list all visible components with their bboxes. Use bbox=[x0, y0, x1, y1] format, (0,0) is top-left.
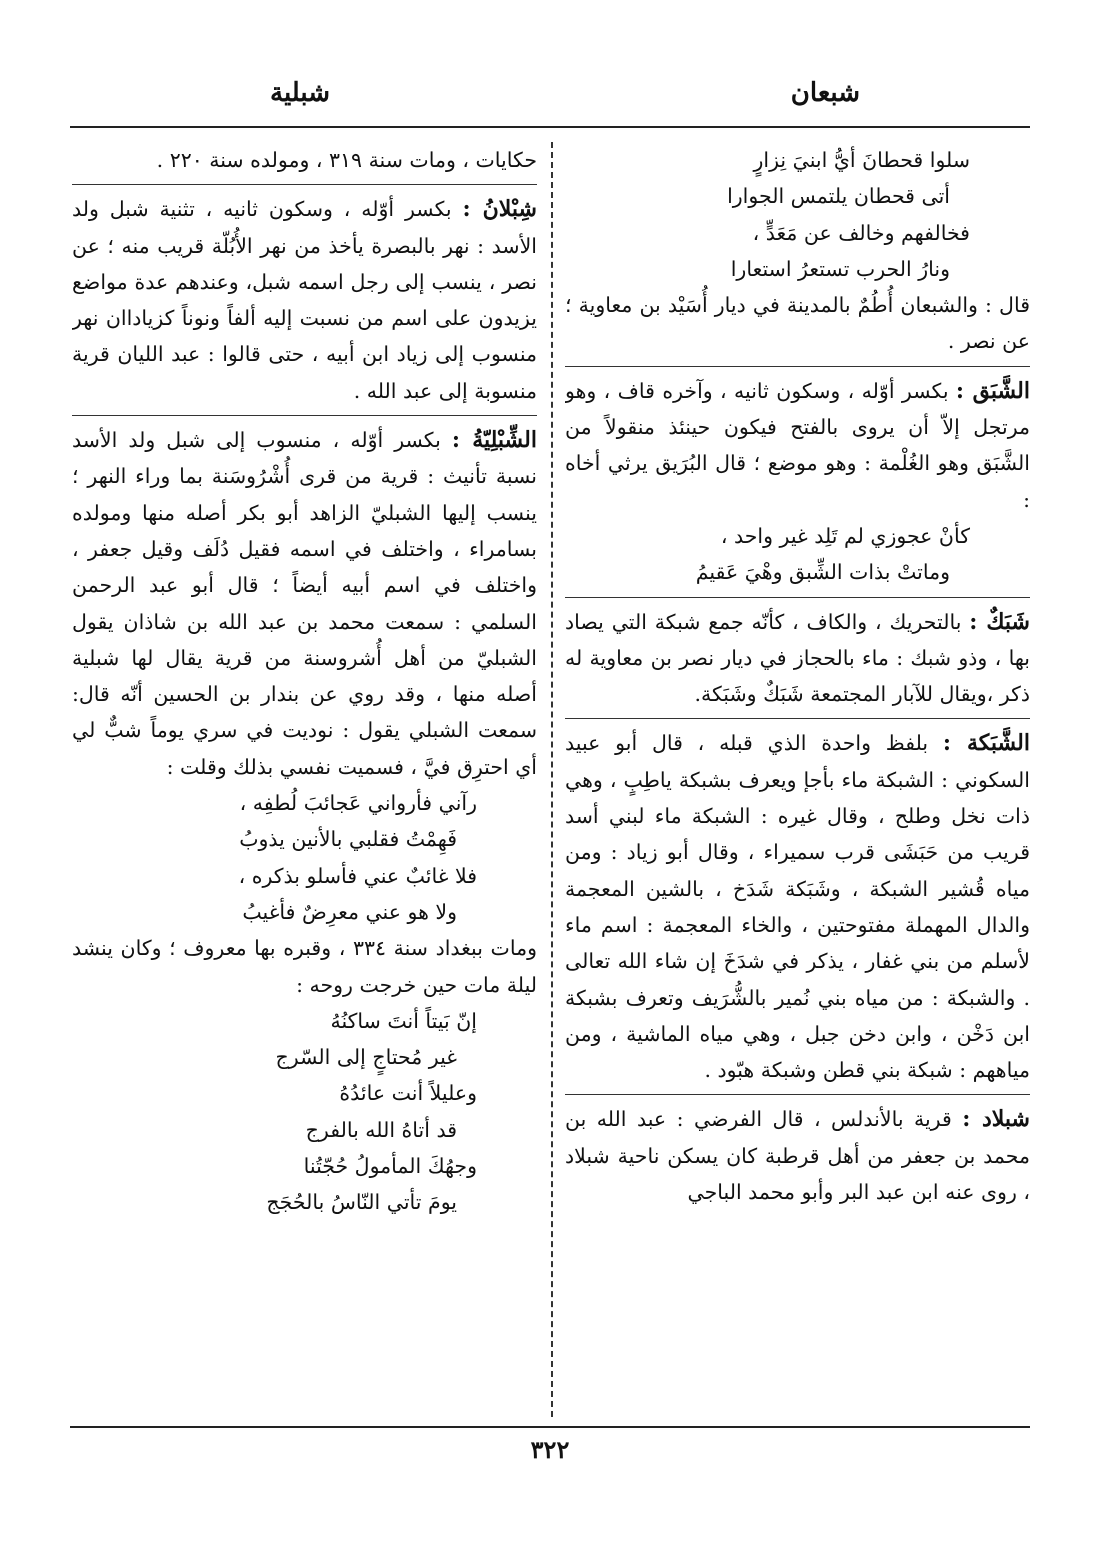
column-divider bbox=[551, 142, 553, 1417]
verse: فخالفهم وخالف عن مَعَدٍّ ، bbox=[752, 220, 970, 245]
entry-shiblad bbox=[565, 1094, 1030, 1210]
entry-shabaq bbox=[565, 366, 1030, 518]
poem-qahtan bbox=[565, 142, 1030, 287]
top-rule bbox=[70, 126, 1030, 128]
poem-death bbox=[72, 1003, 537, 1221]
verse: وعليلاً أنت عائدُهُ bbox=[339, 1081, 477, 1106]
verse: كأنْ عجوزي لم تَلِد غير واحد ، bbox=[720, 523, 970, 548]
entry-text: بكسر أوّله ، وسكون ثانيه ، وآخره قاف ، وهو مرتجل إلاّ أن يروى بالفتح فيكون حينئذ منقولاً من الشَّبَق وهو الغُلْمة : وهو موضع ؛ قال البُرَيق يرثي أخاه : bbox=[565, 378, 1030, 512]
left-running-head: شبلية bbox=[270, 78, 331, 108]
verse: سلوا قحطانَ أيُّ ابنيَ نِزارٍ bbox=[753, 148, 970, 172]
entry-shabaka bbox=[565, 718, 1030, 1088]
verse: يومَ تأتي النّاسُ بالحُجَج bbox=[266, 1190, 457, 1215]
entry-text: بكسر أوّله ، منسوب إلى شبل ولد الأسد نسبة تأنيث : قرية من قرى أُشْرُوسَنة بما وراء النهر ؛ ينسب إليها الشبليّ الزاهد أبو بكر أصله منها ومولده بسامراء ، واختلف في اسمه فقيل دُلَف وقيل جعفر ، واختلف في اسم أبيه أيضاً ؛ قال أبو عبد الرحمن السلمي : سمعت محمد بن عبد الله بن شاذان يقول الشبليّ من أهل أُشروسنة من قرية يقال لها شبلية أصله منها ، وقد روي عن بندار بن الحسين أنّه قال: سمعت الشبلي يقول : نوديت في سري يوماً شبٌّ لي أي احترِق فيَّ ، فسميت نفسي بذلك وقلت : bbox=[72, 428, 537, 779]
verse: قد أتاهُ الله بالفرج bbox=[305, 1117, 457, 1142]
verse: إنّ بَيتاً أنتَ ساكنُهُ bbox=[330, 1008, 477, 1033]
poem-buraiq bbox=[565, 518, 1030, 591]
verse: فَهِمْتُ فقلبي بالأنين يذوبُ bbox=[239, 827, 457, 852]
verse: ونارُ الحرب تستعرُ استعارا bbox=[730, 256, 950, 281]
entry-shabak bbox=[565, 597, 1030, 713]
entry-text: بالتحريك ، والكاف ، كأنّه جمع شبكة التي يصاد بها ، وذو شبك : ماء بالحجاز في ديار نصر بن معاوية له ذكر ،ويقال للآبار المجتمعة شَبَكٌ وشَبَكة. bbox=[565, 609, 1030, 707]
headword: شِبْلانُ : bbox=[462, 196, 537, 223]
headword: الشَّبَكة : bbox=[942, 730, 1030, 757]
entry-shiblan bbox=[72, 184, 537, 409]
left-column bbox=[72, 142, 537, 1417]
headword: شَبَكٌ : bbox=[969, 608, 1030, 635]
right-column bbox=[565, 142, 1030, 1417]
headword: شبلاد : bbox=[962, 1106, 1030, 1133]
paragraph: ومات ببغداد سنة ٣٣٤ ، وقبره بها معروف ؛ وكان ينشد ليلة مات حين خرجت روحه : bbox=[72, 936, 537, 997]
verse: فلا غائبٌ عني فأسلو بذكره ، bbox=[238, 863, 477, 888]
entry-text: قرية بالأندلس ، قال الفرضي : عبد الله بن محمد بن جعفر من أهل قرطبة كان يسكن ناحية شبلاد ، روى عنه ابن عبد البر وأبو محمد الباجي bbox=[565, 1107, 1030, 1205]
paragraph: قال : والشبعان أُطُمٌ بالمدينة في ديار أُسَيْد بن معاوية ؛ عن نصر . bbox=[565, 293, 1030, 354]
verse: ولا هو عني معرِضٌ فأغيبُ bbox=[242, 899, 457, 924]
headword: الشَّبَق : bbox=[955, 377, 1030, 404]
bottom-rule bbox=[70, 1426, 1030, 1428]
entry-text: بكسر أوّله ، وسكون ثانيه ، تثنية شبل ولد الأسد : نهر بالبصرة يأخذ من نهر الأُبُلّة قريب منه ؛ عن نصر ، ينسب إلى رجل اسمه شبل، وعندهم عدة مواضع يزيدون على اسم من نسبت إليه ألفاً ونوناً كزياداان نهر منسوب إلى زياد ابن أبيه ، حتى قالوا : عبد الليان قرية منسوبة إلى عبد الله . bbox=[72, 197, 537, 403]
right-running-head: شبعان bbox=[790, 78, 860, 108]
headword: الشِّبْلِيّةُ : bbox=[451, 427, 537, 454]
paragraph: حكايات ، ومات سنة ٣١٩ ، ومولده سنة ٢٢٠ . bbox=[156, 148, 537, 172]
verse: رآني فأرواني عَجائبَ لُطفِه ، bbox=[239, 791, 477, 816]
verse: وجهُكَ المأمولُ حُجّتُنا bbox=[303, 1154, 477, 1179]
entry-text: بلفظ واحدة الذي قبله ، قال أبو عبيد السكوني : الشبكة ماء بأجإ ويعرف بشبكة ياطِبٍ ، وهي ذات نخل وطلح ، وقال غيره : الشبكة ماء لبني أسد قريب من حَبَشَى قرب سميراء ، وقال أبو زياد : ومن مياه قُشير الشبكة ، وشَبَكة شَدَخ ، بالشين المعجمة والدال المهملة مفتوحتين ، والخاء المعجمة : اسم ماء لأسلم من بني غفار ، يذكر في شدَخَ إن شاء الله تعالى . والشبكة : من مياه بني نُمير بالشُّرَيف وتعرف بشبكة ابن دَخْن ، وابن دخن جبل ، وهي مياه الماشية ، ومن مياههم : شبكة بني قطن وشبكة هبّود . bbox=[565, 731, 1030, 1083]
page-number: ٣٢٢ bbox=[530, 1435, 570, 1464]
verse: وماتتْ بذات الشِّبق وهْيَ عَقيمُ bbox=[695, 560, 950, 585]
verse: أتى قحطان يلتمس الجوارا bbox=[727, 184, 950, 209]
entry-shibliya bbox=[72, 415, 537, 785]
poem-shibli bbox=[72, 785, 537, 930]
verse: غير مُحتاجٍ إلى السّرج bbox=[275, 1045, 457, 1070]
